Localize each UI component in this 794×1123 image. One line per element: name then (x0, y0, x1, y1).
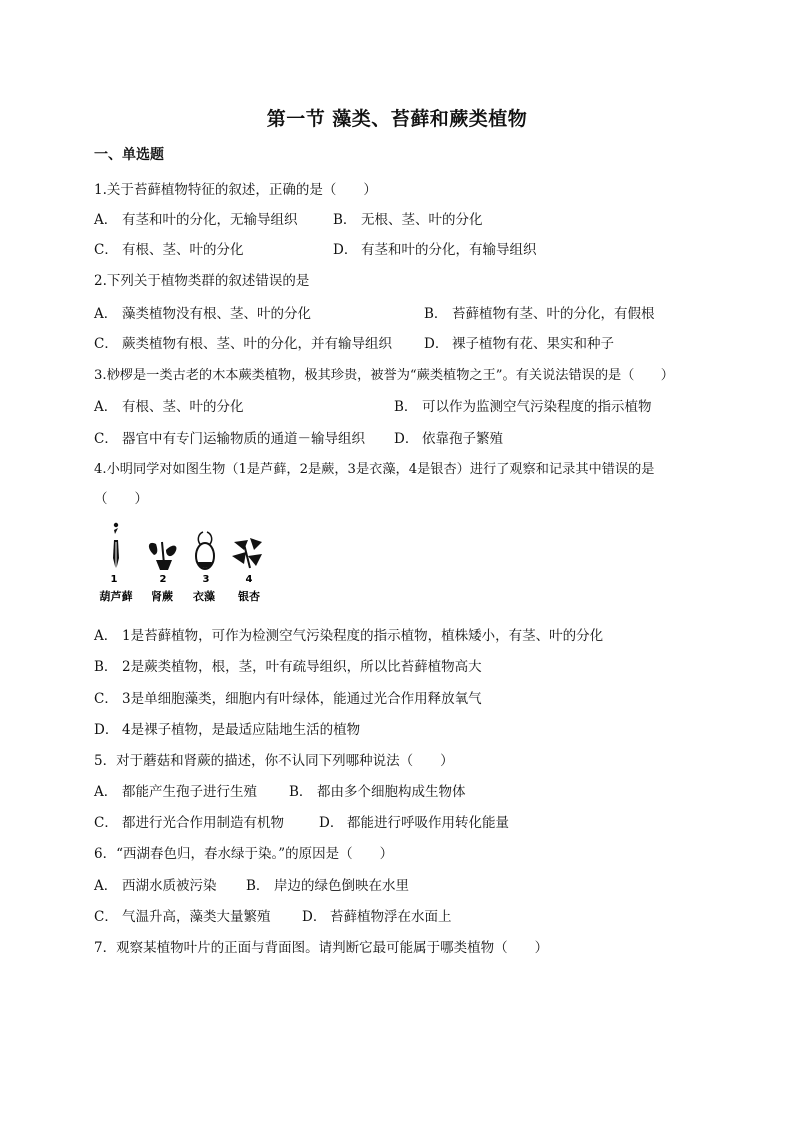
option-text: 西湖水质被污染 (122, 878, 217, 894)
option-label: D． (302, 909, 327, 925)
question-6-stem: 6．“西湖春色归，春水绿于染。”的原因是（ ） (94, 846, 394, 862)
page-title: 第一节 藻类、苔藓和蕨类植物 (266, 108, 528, 130)
figure-caption-3: 衣藻 (193, 590, 215, 603)
q3-option-c[interactable] (94, 427, 365, 447)
chlamydomonas-drawing (196, 532, 214, 569)
option-label: A． (94, 212, 118, 228)
q4-option-a[interactable] (94, 624, 603, 644)
option-label: A． (94, 878, 118, 894)
q4-option-d[interactable] (94, 718, 360, 738)
option-label: A． (94, 306, 118, 322)
question-7-stem: 7．观察某植物叶片的正面与背面图。请判断它最可能属于哪类植物（ ） (94, 940, 549, 956)
option-label: A． (94, 399, 118, 415)
q3-option-d[interactable] (394, 427, 503, 447)
option-label: B． (424, 306, 448, 322)
figure-caption-2: 肾蕨 (151, 590, 173, 603)
option-text: 都进行光合作用制造有机物 (122, 815, 284, 831)
figure-number-2: 2 (159, 574, 167, 585)
q4-option-b[interactable] (94, 655, 482, 675)
option-text: 都由多个细胞构成生物体 (317, 784, 466, 800)
q4-option-c[interactable] (94, 687, 482, 707)
q6-option-b[interactable] (246, 874, 409, 894)
moss-drawing (113, 523, 119, 570)
figure-number-1: 1 (110, 574, 118, 585)
option-text: 都能产生孢子进行生殖 (122, 784, 257, 800)
option-text: 可以作为监测空气污染程度的指示植物 (422, 399, 652, 415)
option-label: D． (394, 431, 419, 447)
option-label: B． (394, 399, 418, 415)
option-text: 苔藓植物有茎、叶的分化，有假根 (452, 306, 655, 322)
option-label: C． (94, 431, 118, 447)
option-text: 有茎和叶的分化，无输导组织 (122, 212, 298, 228)
option-label: D． (424, 336, 449, 352)
option-label: C． (94, 815, 118, 831)
q6-option-c[interactable] (94, 905, 271, 925)
plant-illustration (94, 520, 274, 610)
option-text: 1是苔藓植物，可作为检测空气污染程度的指示植物，植株矮小，有茎、叶的分化 (122, 628, 604, 644)
option-text: 器官中有专门运输物质的通道－输导组织 (122, 431, 365, 447)
figure-number-3: 3 (202, 574, 210, 585)
q3-option-b[interactable] (394, 395, 652, 415)
option-text: 有根、茎、叶的分化 (122, 399, 244, 415)
q1-option-c[interactable] (94, 238, 244, 258)
option-text: 气温升高，藻类大量繁殖 (122, 909, 271, 925)
option-label: C． (94, 242, 118, 258)
q2-option-d[interactable] (424, 332, 614, 352)
q2-option-a[interactable] (94, 302, 311, 322)
q5-option-c[interactable] (94, 811, 284, 831)
question-4-blank: （ ） (94, 491, 148, 507)
question-2-stem: 2.下列关于植物类群的叙述错误的是 (94, 273, 310, 289)
option-text: 苔藓植物浮在水面上 (330, 909, 452, 925)
ginkgo-drawing (232, 538, 262, 568)
option-text: 蕨类植物有根、茎、叶的分化，并有输导组织 (122, 336, 392, 352)
option-text: 无根、茎、叶的分化 (361, 212, 483, 228)
question-1-stem: 1.关于苔藓植物特征的叙述，正确的是（ ） (94, 182, 377, 198)
option-text: 都能进行呼吸作用转化能量 (347, 815, 509, 831)
figure-caption-1: 葫芦藓 (99, 590, 133, 603)
option-label: B． (94, 659, 118, 675)
plant-figure (94, 520, 274, 610)
fern-drawing (149, 542, 177, 570)
question-5-stem: 5．对于蘑菇和肾蕨的描述，你不认同下列哪种说法（ ） (94, 753, 454, 769)
question-3-stem: 3.桫椤是一类古老的木本蕨类植物，极其珍贵，被誉为“蕨类植物之王”。有关说法错误的是（ ） (94, 368, 674, 383)
q1-option-a[interactable] (94, 208, 298, 228)
option-label: C． (94, 909, 118, 925)
option-label: B． (246, 878, 270, 894)
q6-option-d[interactable] (302, 905, 452, 925)
figure-number-4: 4 (245, 574, 253, 585)
q2-option-b[interactable] (424, 302, 655, 322)
option-text: 裸子植物有花、果实和种子 (452, 336, 614, 352)
option-text: 3是单细胞藻类，细胞内有叶绿体，能通过光合作用释放氧气 (122, 691, 482, 707)
q3-option-a[interactable] (94, 395, 244, 415)
q6-option-a[interactable] (94, 874, 217, 894)
option-label: D． (333, 242, 358, 258)
option-text: 岸边的绿色倒映在水里 (274, 878, 409, 894)
option-label: A． (94, 784, 118, 800)
option-label: C． (94, 336, 118, 352)
q5-option-d[interactable] (319, 811, 509, 831)
option-text: 2是蕨类植物，根，茎，叶有疏导组织，所以比苔藓植物高大 (122, 659, 482, 675)
q1-option-b[interactable] (333, 208, 483, 228)
option-label: D． (319, 815, 344, 831)
q2-option-c[interactable] (94, 332, 392, 352)
option-label: B． (289, 784, 313, 800)
option-label: B． (333, 212, 357, 228)
q1-option-d[interactable] (333, 238, 537, 258)
q5-option-b[interactable] (289, 780, 466, 800)
option-label: D． (94, 722, 119, 738)
option-label: C． (94, 691, 118, 707)
figure-caption-4: 银杏 (238, 590, 260, 603)
option-text: 有根、茎、叶的分化 (122, 242, 244, 258)
option-text: 藻类植物没有根、茎、叶的分化 (122, 306, 311, 322)
question-4-stem: 4.小明同学对如图生物（1是芦藓，2是蕨，3是衣藻，4是银杏）进行了观察和记录其中错误的是 (94, 462, 655, 477)
option-label: A． (94, 628, 118, 644)
option-text: 依靠孢子繁殖 (422, 431, 503, 447)
option-text: 4是裸子植物，是最适应陆地生活的植物 (122, 722, 361, 738)
q5-option-a[interactable] (94, 780, 257, 800)
section-heading: 一、单选题 (94, 147, 164, 163)
option-text: 有茎和叶的分化，有输导组织 (361, 242, 537, 258)
